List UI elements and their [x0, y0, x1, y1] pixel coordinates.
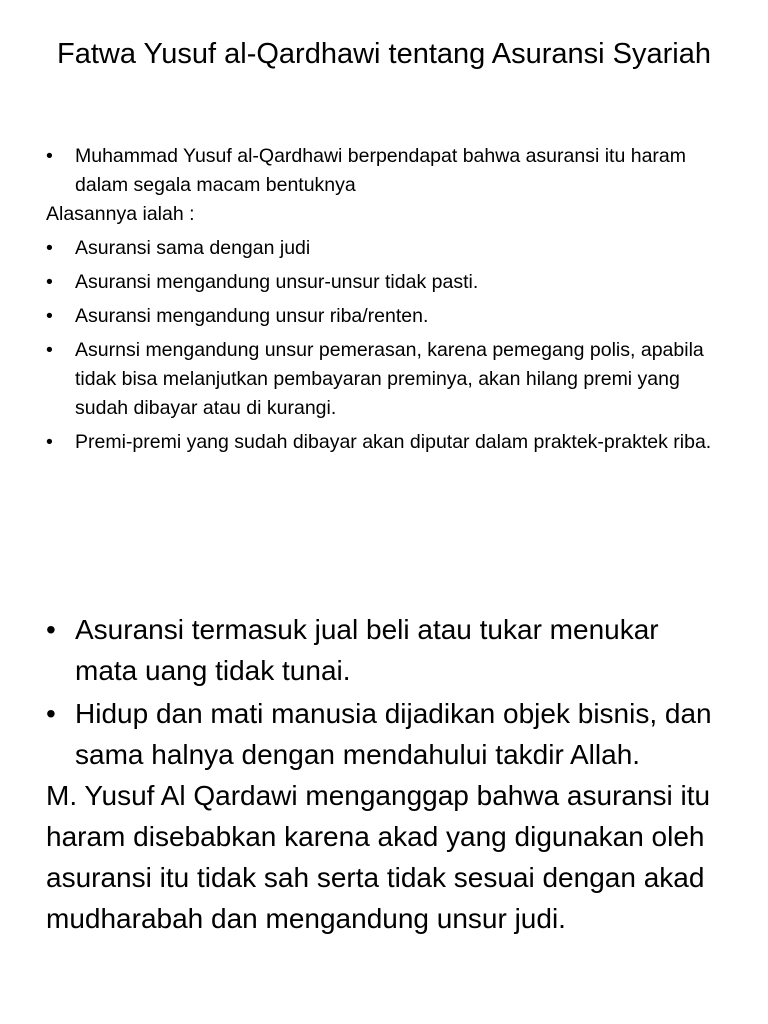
intro-point — [46, 142, 726, 200]
more-reason-text: Hidup dan mati manusia dijadikan objek bisnis, dan sama halnya dengan mendahului takdir Allah. — [75, 698, 712, 770]
reason-text: Premi-premi yang sudah dibayar akan diputar dalam praktek-praktek riba. — [75, 431, 712, 453]
reason-item — [46, 428, 726, 457]
conclusion-paragraph: M. Yusuf Al Qardawi menganggap bahwa asuransi itu haram disebabkan karena akad yang digunakan oleh asuransi itu tidak sah serta tidak sesuai dengan akad mudharabah dan mengandung unsur judi. — [46, 780, 711, 934]
intro-point-text: Muhammad Yusuf al-Qardhawi berpendapat bahwa asuransi itu haram dalam segala macam bentuknya — [75, 145, 686, 196]
reason-text: Asuransi mengandung unsur riba/renten. — [75, 305, 429, 327]
bullet-icon: • — [46, 339, 53, 361]
reason-text: Asuransi sama dengan judi — [75, 237, 311, 259]
reason-item — [46, 336, 726, 423]
bullet-icon: • — [46, 145, 53, 167]
more-reason-item — [46, 609, 726, 691]
bullet-icon: • — [46, 614, 56, 645]
more-reason-text: Asuransi termasuk jual beli atau tukar menukar mata uang tidak tunai. — [75, 614, 659, 686]
bullet-icon: • — [46, 237, 53, 259]
reasons-heading: Alasannya ialah : — [46, 203, 195, 225]
bullet-icon: • — [46, 271, 53, 293]
slide-title: Fatwa Yusuf al-Qardhawi tentang Asuransi Syariah — [57, 38, 711, 70]
reason-item — [46, 302, 726, 331]
reason-item — [46, 234, 726, 263]
more-reason-item — [46, 693, 726, 775]
bullet-icon: • — [46, 431, 53, 453]
second-slide-body — [46, 609, 726, 939]
bullet-icon: • — [46, 305, 53, 327]
bullet-icon: • — [46, 698, 56, 729]
reason-text: Asuransi mengandung unsur-unsur tidak pasti. — [75, 271, 479, 293]
reason-item — [46, 268, 726, 297]
reason-text: Asurnsi mengandung unsur pemerasan, karena pemegang polis, apabila tidak bisa melanjutkan pembayaran preminya, akan hilang premi yang sudah dibayar atau di kurangi. — [75, 339, 704, 419]
first-slide-body — [46, 142, 726, 457]
